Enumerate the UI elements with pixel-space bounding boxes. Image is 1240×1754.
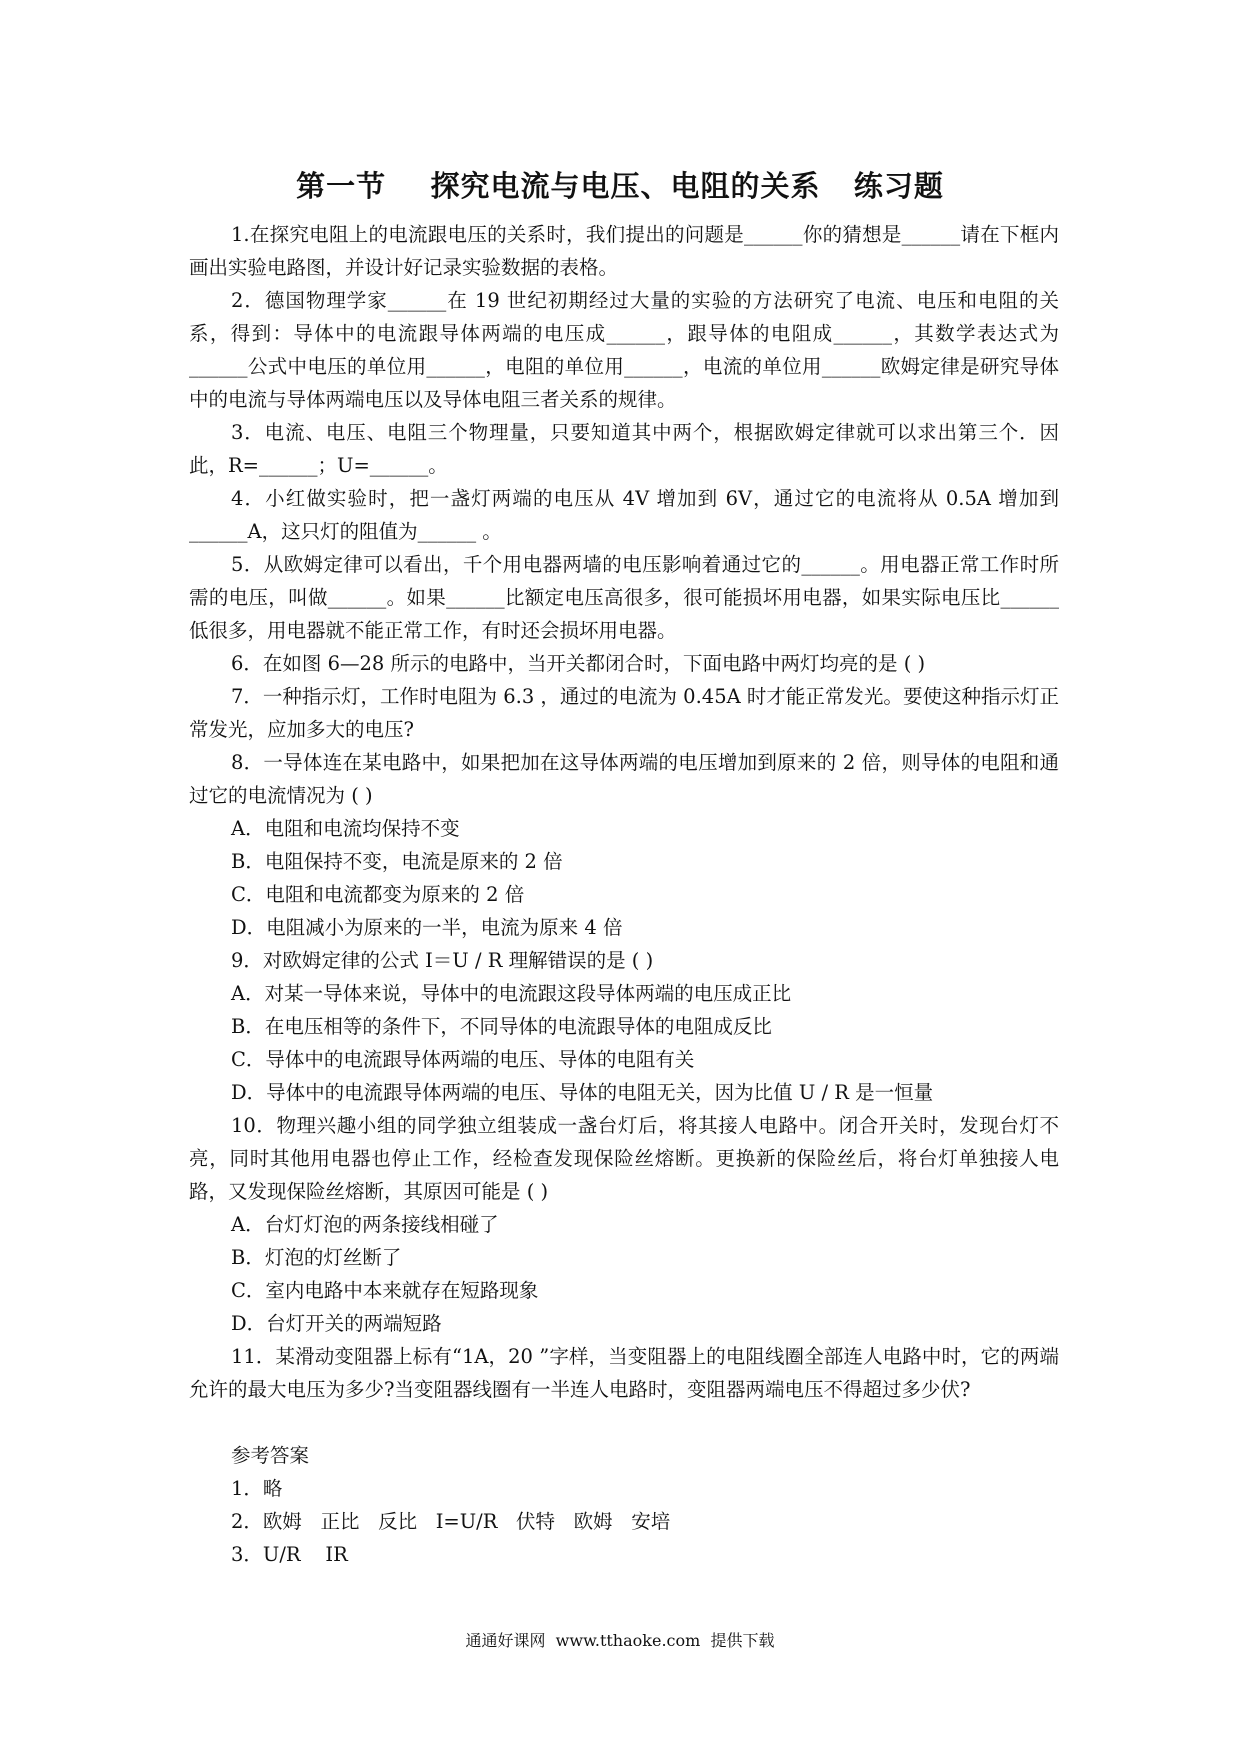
page-title: 第一节 探究电流与电压、电阻的关系 练习题 <box>296 169 944 203</box>
question-3: 3．电流、电压、电阻三个物理量，只要知道其中两个，根据欧姆定律就可以求出第三个．因此，R=______；U=______。 <box>189 421 1059 477</box>
answer-3: 3．U/R IR <box>231 1543 348 1566</box>
section-spacer <box>189 1406 1059 1439</box>
question-11: 11．某滑动变阻器上标有“1A，20 ”字样，当变阻器上的电阻线圈全部连人电路中时，它的两端允许的最大电压为多少?当变阻器线圈有一半连人电路时，变阻器两端电压不得超过多少伏? <box>189 1345 1059 1401</box>
question-2: 2．德国物理学家______在 19 世纪初期经过大量的实验的方法研究了电流、电压和电阻的关系，得到：导体中的电流跟导体两端的电压成______，跟导体的电阻成______，其数学表达式为______公式中电压的单位用______，电阻的单位用______，电流的单位用______欧姆定律是研究导体中的电流与导体两端电压以及导体电阻三者关系的规律。 <box>189 289 1059 411</box>
question-8-option-a: A．电阻和电流均保持不变 <box>231 817 460 840</box>
question-9-option-d: D．导体中的电流跟导体两端的电压、导体的电阻无关，因为比值 U / R 是一恒量 <box>231 1081 934 1104</box>
answer-2: 2．欧姆 正比 反比 I=U/R 伏特 欧姆 安培 <box>231 1510 671 1533</box>
question-10-option-c: C．室内电路中本来就存在短路现象 <box>231 1279 539 1302</box>
question-10-option-a: A．台灯灯泡的两条接线相碰了 <box>231 1213 499 1236</box>
question-8-option-b: B．电阻保持不变，电流是原来的 2 倍 <box>231 850 563 873</box>
question-10: 10．物理兴趣小组的同学独立组装成一盏台灯后，将其接人电路中。闭合开关时，发现台灯不亮，同时其他用电器也停止工作，经检查发现保险丝熔断。更换新的保险丝后，将台灯单独接人电路，又发现保险丝熔断，其原因可能是 ( ) <box>189 1114 1059 1203</box>
question-5: 5．从欧姆定律可以看出，千个用电器两墙的电压影响着通过它的______。用电器正常工作时所需的电压，叫做______。如果______比额定电压高很多，很可能损坏用电器，如果实际电压比______低很多，用电器就不能正常工作，有时还会损坏用电器。 <box>189 553 1059 642</box>
question-10-option-b: B．灯泡的灯丝断了 <box>231 1246 402 1269</box>
question-7: 7．一种指示灯，工作时电阻为 6.3 ，通过的电流为 0.45A 时才能正常发光。要使这种指示灯正常发光，应加多大的电压? <box>189 685 1059 741</box>
answers-heading: 参考答案 <box>231 1444 310 1467</box>
question-10-option-d: D．台灯开关的两端短路 <box>231 1312 442 1335</box>
question-9-option-c: C．导体中的电流跟导体两端的电压、导体的电阻有关 <box>231 1048 695 1071</box>
download-footer: 通通好课网 www.tthaoke.com 提供下载 <box>465 1631 775 1650</box>
question-1: 1.在探究电阻上的电流跟电压的关系时，我们提出的问题是______你的猜想是______请在下框内画出实验电路图，并设计好记录实验数据的表格。 <box>189 223 1059 279</box>
question-9-option-b: B．在电压相等的条件下，不同导体的电流跟导体的电阻成反比 <box>231 1015 772 1038</box>
question-9: 9．对欧姆定律的公式 I＝U / R 理解错误的是 ( ) <box>231 949 654 972</box>
answer-1: 1．略 <box>231 1477 283 1500</box>
question-8: 8．一导体连在某电路中，如果把加在这导体两端的电压增加到原来的 2 倍，则导体的电阻和通过它的电流情况为 ( ) <box>189 751 1059 807</box>
question-4: 4．小红做实验时，把一盏灯两端的电压从 4V 增加到 6V，通过它的电流将从 0.5A 增加到______A，这只灯的阻值为______ 。 <box>189 487 1059 543</box>
question-6: 6．在如图 6—28 所示的电路中，当开关都闭合时，下面电路中两灯均亮的是 ( ) <box>231 652 926 675</box>
exercise-content <box>189 218 1059 1571</box>
question-9-option-a: A．对某一导体来说，导体中的电流跟这段导体两端的电压成正比 <box>231 982 792 1005</box>
question-8-option-d: D．电阻减小为原来的一半，电流为原来 4 倍 <box>231 916 623 939</box>
question-8-option-c: C．电阻和电流都变为原来的 2 倍 <box>231 883 525 906</box>
